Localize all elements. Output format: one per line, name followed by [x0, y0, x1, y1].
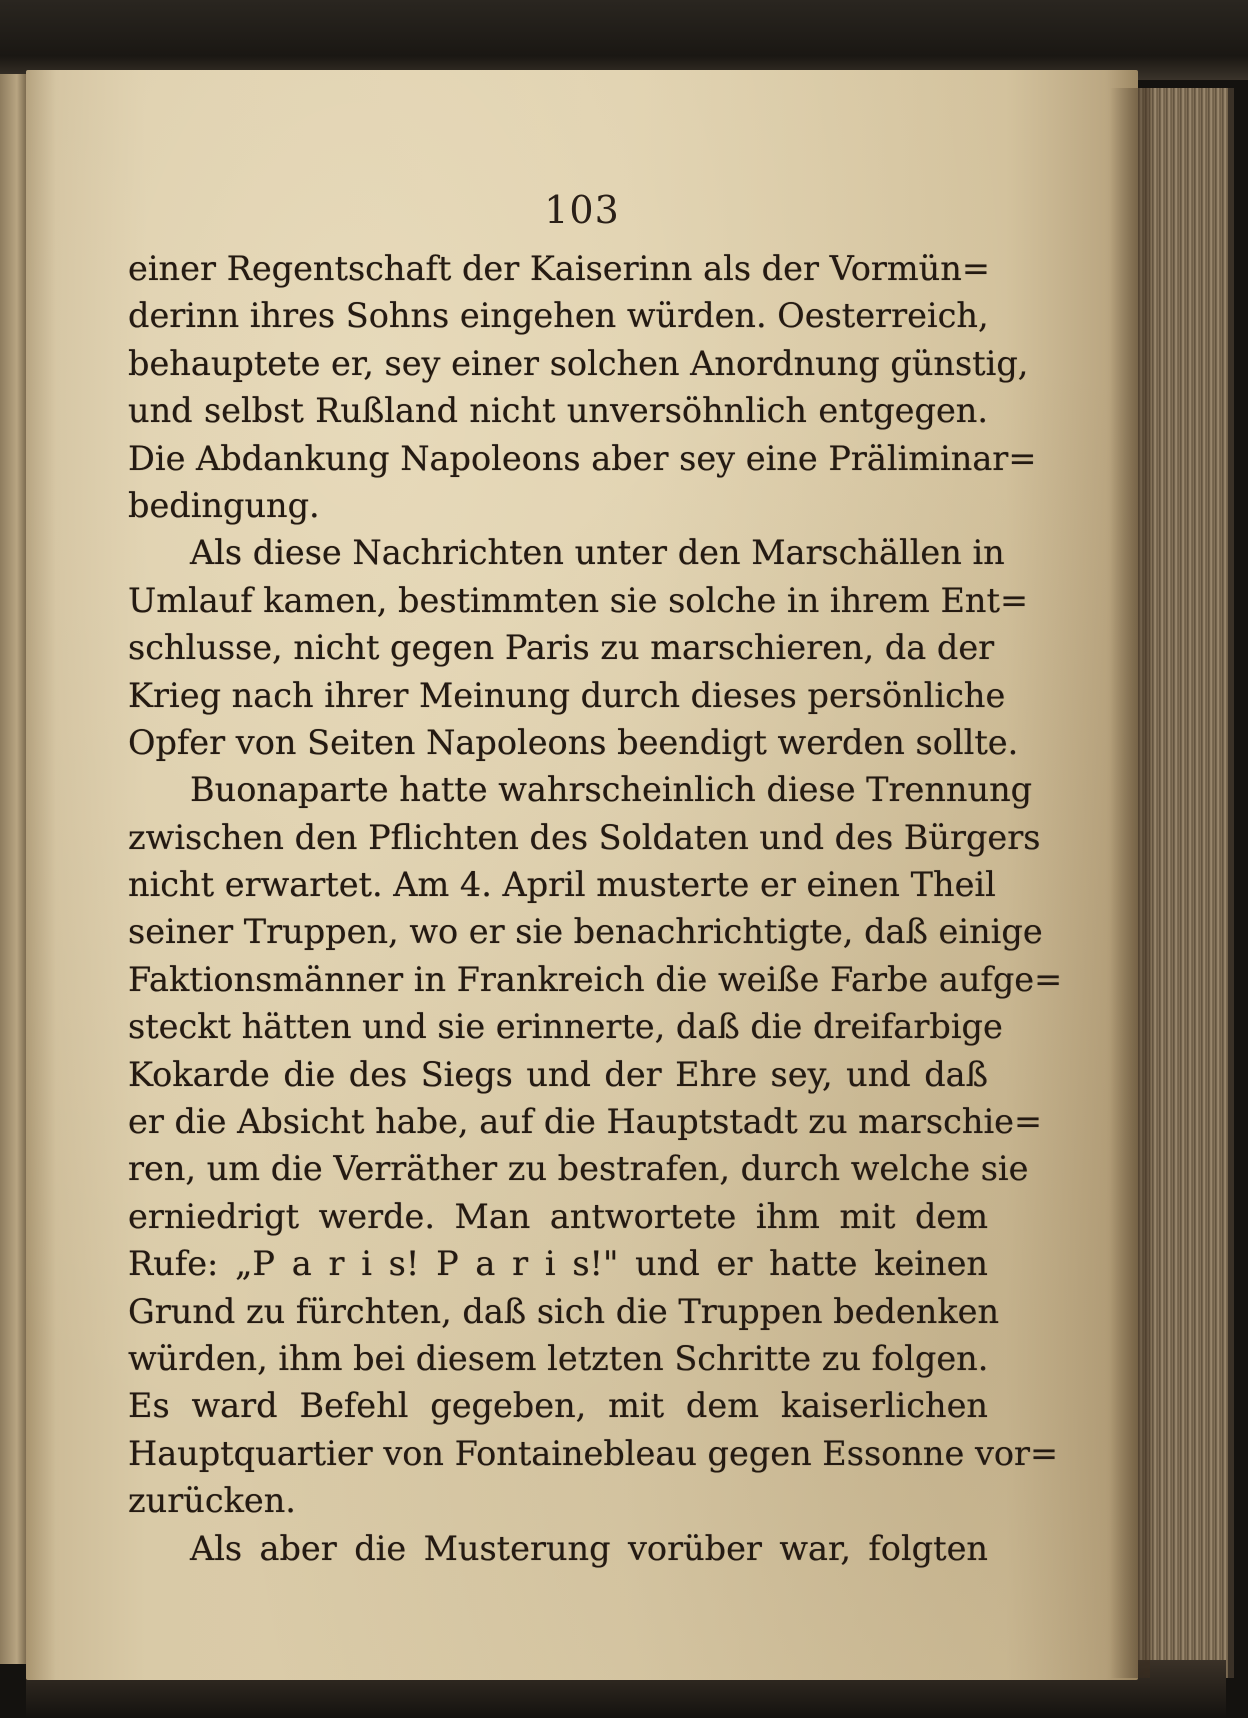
page-block-edges	[1138, 88, 1234, 1678]
text-line: behauptete er, sey einer solchen Anordnung günstig,	[128, 343, 1029, 383]
text-line: nicht erwartet. Am 4. April musterte er einen Theil	[128, 865, 996, 905]
text-line: Als diese Nachrichten unter den Marschällen in	[190, 533, 1005, 573]
background-board	[0, 0, 1248, 80]
text-line: und selbst Rußland nicht unversöhnlich entgegen.	[128, 391, 988, 431]
text-line: Es ward Befehl gegeben, mit dem kaiserlichen	[128, 1386, 988, 1426]
text-line: Umlauf kamen, bestimmten sie solche in ihrem Ent=	[128, 580, 1029, 620]
text-line: Hauptquartier von Fontainebleau gegen Essonne vor=	[128, 1433, 1059, 1473]
text-line: derinn ihres Sohns eingehen würden. Oesterreich,	[128, 296, 989, 336]
text-line: bedingung.	[128, 485, 320, 525]
text-line: Grund zu fürchten, daß sich die Truppen bedenken	[128, 1291, 1000, 1331]
text-line: würden, ihm bei diesem letzten Schritte zu folgen.	[128, 1338, 989, 1378]
text-line: Kokarde die des Siegs und der Ehre sey, und daß	[128, 1054, 988, 1094]
text-line: er die Absicht habe, auf die Hauptstadt zu marschie=	[128, 1102, 1043, 1142]
text-line: schlusse, nicht gegen Paris zu marschieren, da der	[128, 628, 995, 668]
text-line: zurücken.	[128, 1481, 296, 1521]
body-text	[128, 245, 1063, 1572]
text-line: einer Regentschaft der Kaiserinn als der Vormün=	[128, 249, 990, 288]
text-line: Rufe: „P a r i s! P a r i s!" und er hatte keinen	[128, 1244, 988, 1284]
facing-page-edge	[0, 74, 28, 1664]
book-page	[26, 70, 1138, 1680]
text-line: zwischen den Pflichten des Soldaten und des Bürgers	[128, 817, 1041, 857]
text-line: erniedrigt werde. Man antwortete ihm mit dem	[128, 1196, 988, 1236]
gutter-shadow	[1110, 88, 1150, 1678]
page-number: 103	[544, 188, 620, 232]
text-line: Als aber die Musterung vorüber war, folgten	[190, 1528, 988, 1568]
text-line: seiner Truppen, wo er sie benachrichtigte, daß einige	[128, 912, 1043, 952]
text-line: Die Abdankung Napoleons aber sey eine Präliminar=	[128, 438, 1037, 478]
text-line: Buonaparte hatte wahrscheinlich diese Trennung	[190, 770, 1033, 810]
text-line: Faktionsmänner in Frankreich die weiße Farbe aufge=	[128, 959, 1063, 999]
text-line: ren, um die Verräther zu bestrafen, durch welche sie	[128, 1149, 1029, 1189]
text-line: Krieg nach ihrer Meinung durch dieses persönliche	[128, 675, 1006, 715]
text-line: steckt hätten und sie erinnerte, daß die dreifarbige	[128, 1007, 1003, 1047]
text-line: Opfer von Seiten Napoleons beendigt werden sollte.	[128, 722, 1019, 762]
